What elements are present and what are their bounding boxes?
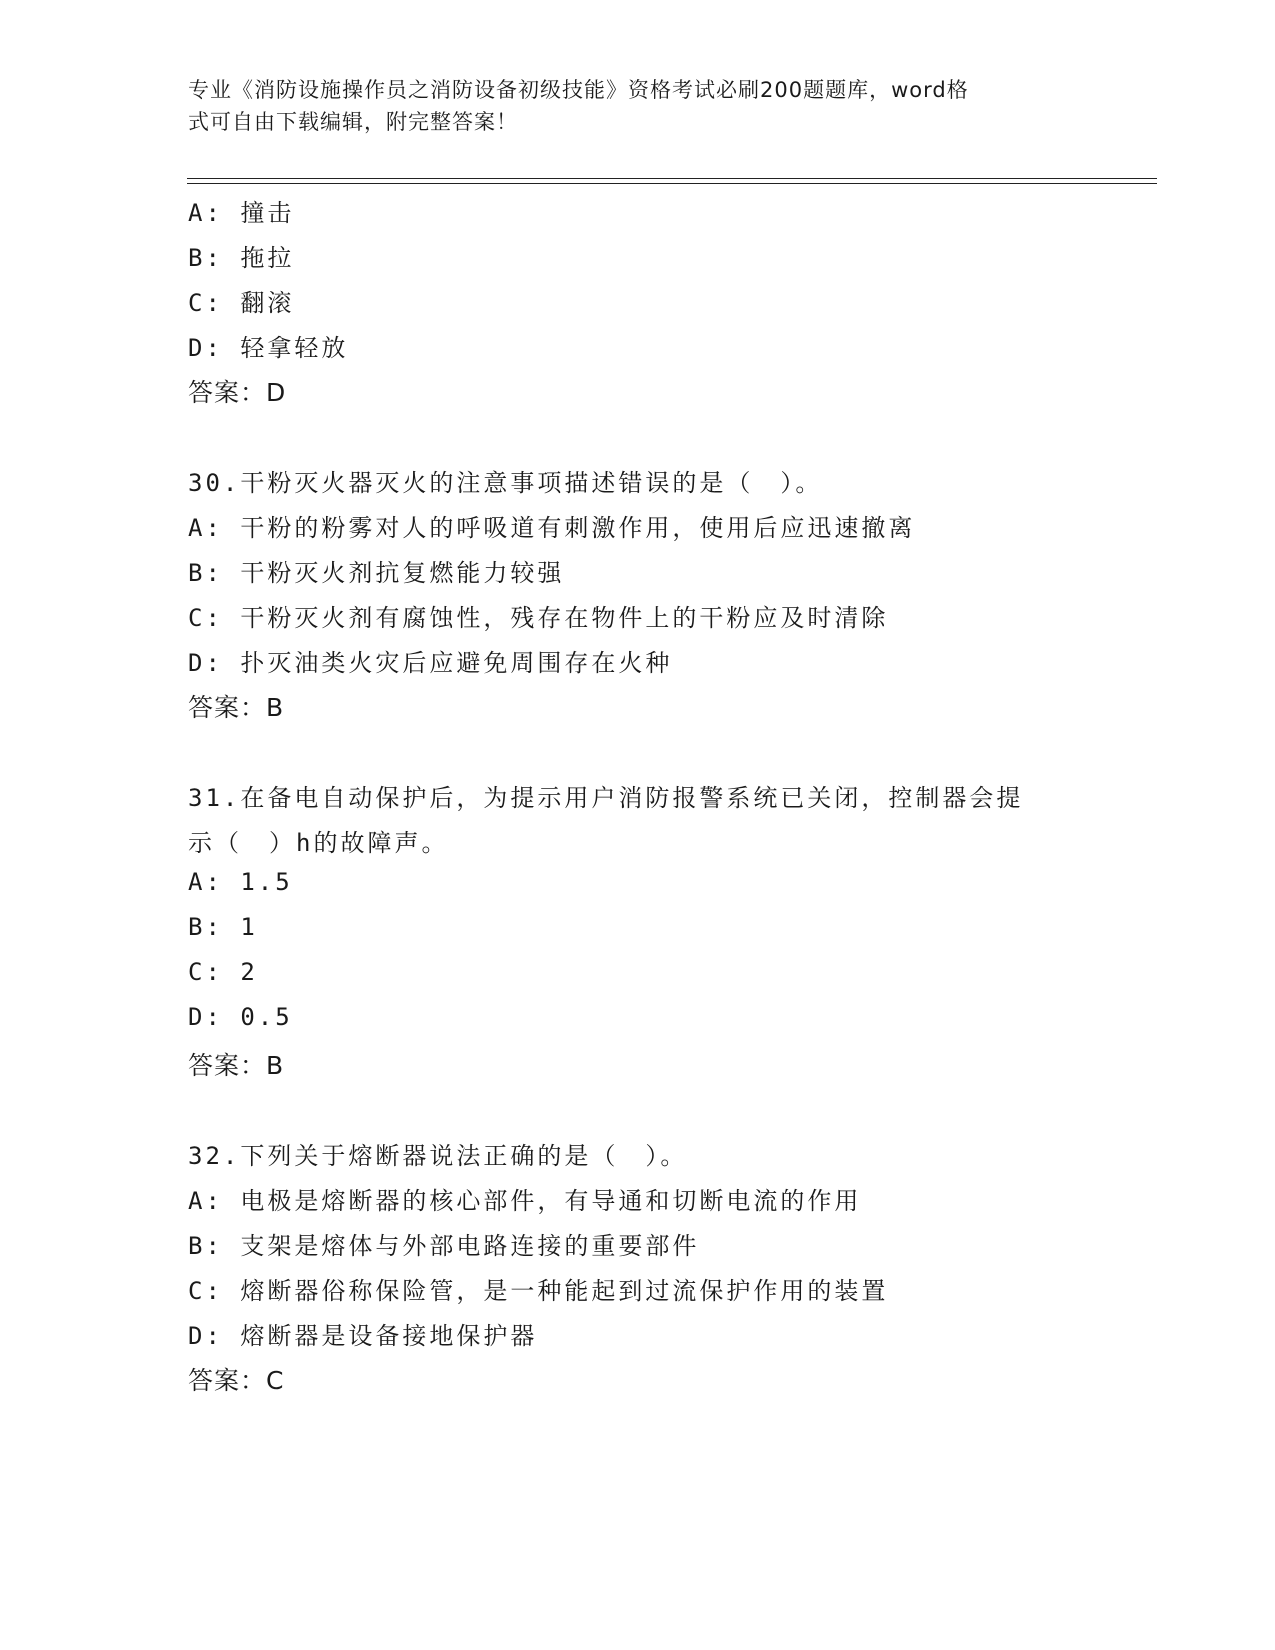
question-text-line-2: 示（ ）h的故障声。 (188, 829, 449, 857)
option-a: A: 电极是熔断器的核心部件，有导通和切断电流的作用 (188, 1187, 862, 1215)
header-rule-top (187, 178, 1157, 179)
option-c: C: 2 (188, 958, 258, 986)
header-line-1: 专业《消防设施操作员之消防设备初级技能》资格考试必刷200题题库，word格 (188, 78, 969, 102)
option-a: A: 1.5 (188, 868, 293, 896)
option-a: A: 撞击 (188, 199, 295, 227)
question-text: 30.干粉灭火器灭火的注意事项描述错误的是（ ）。 (188, 469, 823, 497)
document-header (188, 74, 1068, 138)
option-b: B: 支架是熔体与外部电路连接的重要部件 (188, 1232, 700, 1260)
option-c: C: 熔断器俗称保险管，是一种能起到过流保护作用的装置 (188, 1277, 889, 1305)
option-b: B: 1 (188, 913, 258, 941)
answer: 答案：B (188, 1051, 285, 1080)
question-text: 32.下列关于熔断器说法正确的是（ ）。 (188, 1142, 688, 1170)
answer: 答案：D (188, 378, 287, 407)
option-d: D: 扑灭油类火灾后应避免周围存在火种 (188, 649, 673, 677)
option-d: D: 轻拿轻放 (188, 334, 349, 362)
option-d: D: 熔断器是设备接地保护器 (188, 1322, 538, 1350)
option-b: B: 拖拉 (188, 244, 295, 272)
option-d: D: 0.5 (188, 1003, 293, 1031)
answer: 答案：B (188, 693, 285, 722)
option-c: C: 干粉灭火剂有腐蚀性，残存在物件上的干粉应及时清除 (188, 604, 889, 632)
option-b: B: 干粉灭火剂抗复燃能力较强 (188, 559, 565, 587)
option-a: A: 干粉的粉雾对人的呼吸道有刺激作用，使用后应迅速撤离 (188, 514, 916, 542)
option-c: C: 翻滚 (188, 289, 295, 317)
header-line-2: 式可自由下载编辑，附完整答案！ (188, 110, 518, 134)
question-text-line-1: 31.在备电自动保护后，为提示用户消防报警系统已关闭，控制器会提 (188, 784, 1024, 812)
answer: 答案：C (188, 1366, 285, 1395)
header-rule-bottom (187, 183, 1157, 184)
